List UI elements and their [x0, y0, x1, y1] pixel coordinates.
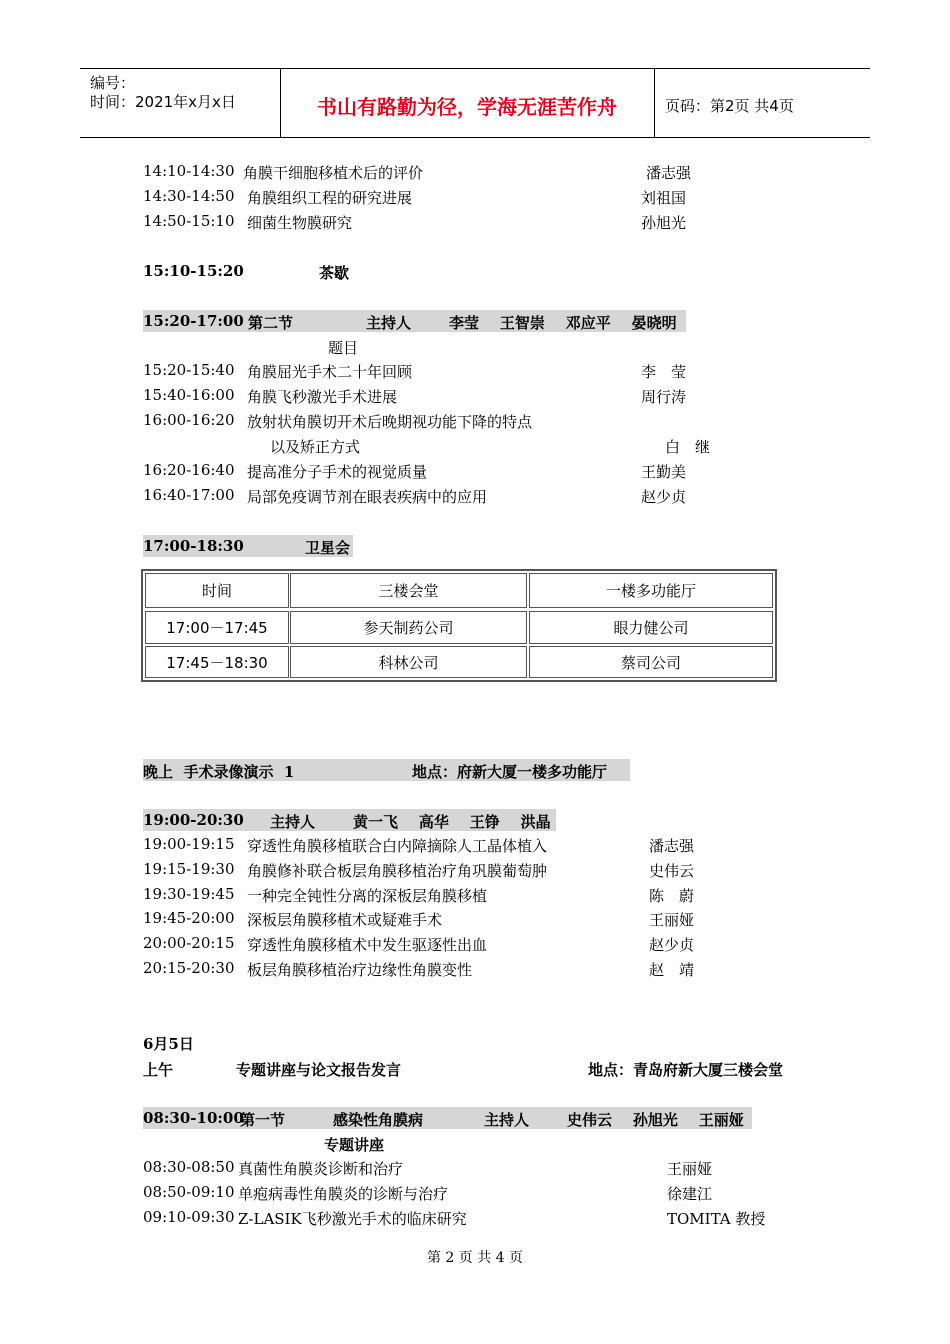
table-header-cell: 一楼多功能厅 — [529, 573, 773, 608]
session2-title: 第二节 — [248, 314, 294, 332]
talk-speaker: 孙旭光 — [641, 214, 687, 232]
evening-time: 19:00-20:30 — [143, 811, 244, 829]
page-header — [80, 68, 870, 138]
talk-speaker: 史伟云 — [649, 862, 695, 880]
evening-title: 晚上 手术录像演示 1 — [143, 763, 295, 781]
talk-topic: 放射状角膜切开术后晚期视功能下降的特点 — [247, 413, 533, 431]
talk-speaker: 周行涛 — [641, 388, 687, 406]
june5-session-time: 08:30-10:00 — [143, 1109, 244, 1127]
talk-topic-continued: 以及矫正方式 — [270, 438, 361, 456]
talk-speaker: 潘志强 — [646, 164, 692, 182]
talk-time: 15:20-15:40 — [143, 361, 235, 379]
talk-topic: 角膜屈光手术二十年回顾 — [247, 363, 413, 381]
session2-time: 15:20-17:00 — [143, 312, 244, 330]
talk-time: 19:00-19:15 — [143, 835, 235, 853]
june5-session-host-label: 主持人 — [484, 1111, 530, 1129]
serial-label: 编号： — [90, 74, 136, 92]
day-title: 专题讲座与论文报告发言 — [236, 1061, 402, 1079]
talk-speaker: TOMITA 教授 — [667, 1210, 766, 1228]
talk-time: 09:10-09:30 — [143, 1208, 235, 1226]
talk-topic: 穿透性角膜移植术中发生驱逐性出血 — [247, 936, 488, 954]
table-cell: 眼力健公司 — [529, 611, 773, 644]
talk-speaker: 潘志强 — [649, 837, 695, 855]
talk-time: 14:50-15:10 — [143, 212, 235, 230]
talk-topic: 角膜组织工程的研究进展 — [247, 189, 413, 207]
page-indicator: 页码：第2页 共4页 — [665, 97, 794, 115]
talk-speaker: 徐建江 — [667, 1185, 713, 1203]
satellite-label: 卫星会 — [305, 539, 351, 557]
talk-topic: 一种完全钝性分离的深板层角膜移植 — [247, 887, 488, 905]
talk-speaker: 李 莹 — [641, 363, 687, 381]
june5-session-subheading: 专题讲座 — [324, 1136, 385, 1154]
table-cell: 蔡司公司 — [529, 646, 773, 678]
header-right-cell — [654, 69, 871, 137]
day-heading: 6月5日 — [143, 1035, 194, 1053]
talk-speaker: 王丽娅 — [649, 911, 695, 929]
evening-host-label: 主持人 — [270, 813, 316, 831]
table-header-cell: 时间 — [145, 573, 289, 608]
session2-subheading: 题目 — [328, 339, 359, 357]
header-left-cell — [80, 69, 281, 137]
talk-speaker: 白 继 — [665, 438, 711, 456]
talk-topic: 真菌性角膜炎诊断和治疗 — [238, 1160, 404, 1178]
satellite-time: 17:00-18:30 — [143, 537, 244, 555]
talk-time: 19:45-20:00 — [143, 909, 235, 927]
talk-time: 08:30-08:50 — [143, 1158, 235, 1176]
page-footer: 第 2 页 共 4 页 — [426, 1250, 524, 1266]
day-period: 上午 — [143, 1061, 174, 1079]
june5-session-title: 第一节 — [240, 1111, 286, 1129]
satellite-table — [141, 569, 777, 682]
table-cell: 17:00－17:45 — [145, 611, 289, 644]
talk-time: 16:40-17:00 — [143, 486, 235, 504]
talk-speaker: 王勤美 — [641, 463, 687, 481]
session2-hosts: 李莹 王智崇 邓应平 晏晓明 — [449, 314, 677, 332]
talk-topic: 穿透性角膜移植联合白内障摘除人工晶体植入 — [247, 837, 548, 855]
day-location: 地点：青岛府新大厦三楼会堂 — [588, 1061, 784, 1079]
evening-location: 地点：府新大厦一楼多功能厅 — [412, 763, 608, 781]
june5-session-hosts: 史伟云 孙旭光 王丽娅 — [567, 1111, 744, 1129]
talk-speaker: 王丽娅 — [667, 1160, 713, 1178]
talk-speaker: 赵少贞 — [649, 936, 695, 954]
talk-speaker: 刘祖国 — [641, 189, 687, 207]
talk-time: 08:50-09:10 — [143, 1183, 235, 1201]
june5-session-subject: 感染性角膜病 — [333, 1111, 424, 1129]
talk-time: 20:15-20:30 — [143, 959, 235, 977]
table-cell: 17:45－18:30 — [145, 646, 289, 678]
talk-topic: 局部免疫调节剂在眼表疾病中的应用 — [247, 488, 488, 506]
session2-host-label: 主持人 — [366, 314, 412, 332]
talk-topic: Z-LASIK飞秒激光手术的临床研究 — [238, 1210, 467, 1228]
talk-time: 14:30-14:50 — [143, 187, 235, 205]
talk-topic: 提高准分子手术的视觉质量 — [247, 463, 428, 481]
talk-speaker: 赵 靖 — [649, 961, 695, 979]
talk-speaker: 赵少贞 — [641, 488, 687, 506]
evening-hosts: 黄一飞 高华 王铮 洪晶 — [353, 813, 551, 831]
talk-time: 15:40-16:00 — [143, 386, 235, 404]
table-header-cell: 三楼会堂 — [290, 573, 527, 608]
table-cell: 参天制药公司 — [290, 611, 527, 644]
talk-topic: 角膜飞秒激光手术进展 — [247, 388, 398, 406]
talk-time: 19:30-19:45 — [143, 885, 235, 903]
talk-topic: 角膜修补联合板层角膜移植治疗角巩膜葡萄肿 — [247, 862, 548, 880]
talk-time: 20:00-20:15 — [143, 934, 235, 952]
talk-topic: 角膜干细胞移植术后的评价 — [243, 164, 424, 182]
talk-topic: 单疱病毒性角膜炎的诊断与治疗 — [238, 1185, 449, 1203]
talk-time: 16:20-16:40 — [143, 461, 235, 479]
talk-speaker: 陈 蔚 — [649, 887, 695, 905]
tea-break-time: 15:10-15:20 — [143, 262, 244, 280]
date-label: 时间：2021年x月x日 — [90, 93, 236, 111]
table-cell: 科林公司 — [290, 646, 527, 678]
header-motto: 书山有路勤为径，学海无涯苦作舟 — [317, 95, 617, 119]
talk-time: 16:00-16:20 — [143, 411, 235, 429]
tea-break-label: 茶歇 — [319, 264, 350, 282]
talk-time: 19:15-19:30 — [143, 860, 235, 878]
talk-topic: 板层角膜移植治疗边缘性角膜变性 — [247, 961, 473, 979]
talk-topic: 细菌生物膜研究 — [247, 214, 353, 232]
talk-time: 14:10-14:30 — [143, 162, 235, 180]
talk-topic: 深板层角膜移植术或疑难手术 — [247, 911, 443, 929]
